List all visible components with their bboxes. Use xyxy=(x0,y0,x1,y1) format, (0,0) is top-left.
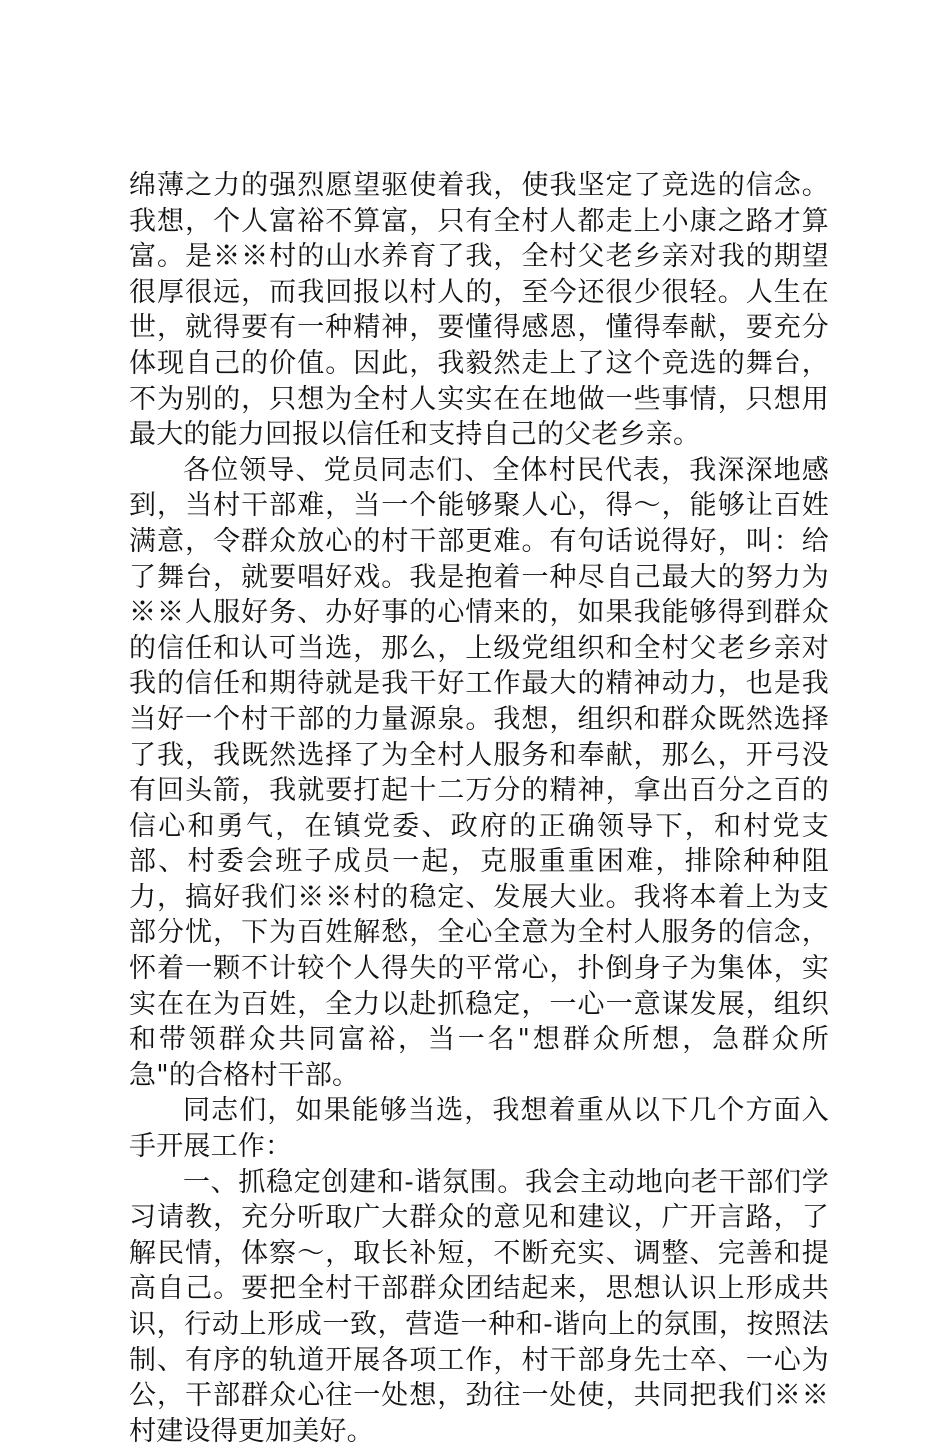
paragraph-continuation: 绵薄之力的强烈愿望驱使着我，使我坚定了竞选的信念。我想，个人富裕不算富，只有全村人都走上小康之路才算富。是※※村的山水养育了我，全村父老乡亲对我的期望很厚很远，而我回报以村人的，至今还很少很轻。人生在世，就得要有一种精神，要懂得感恩，懂得奉献，要充分体现自己的价值。因此，我毅然走上了这个竞选的舞台，不为别的，只想为全村人实实在在地做一些事情，只想用最大的能力回报以信任和支持自己的父老乡亲。 xyxy=(129,170,829,451)
paragraph-commitment: 各位领导、党员同志们、全体村民代表，我深深地感到，当村干部难，当一个能够聚人心，得～，能够让百姓满意，令群众放心的村干部更难。有句话说得好，叫：给了舞台，就要唱好戏。我是抱着一种尽自己最大的努力为※※人服好务、办好事的心情来的，如果我能够得到群众的信任和认可当选，那么，上级党组织和全村父老乡亲对我的信任和期待就是我干好工作最大的精神动力，也是我当好一个村干部的力量源泉。我想，组织和群众既然选择了我，我既然选择了为全村人服务和奉献，那么，开弓没有回头箭，我就要打起十二万分的精神，拿出百分之百的信心和勇气，在镇党委、政府的正确领导下，和村党支部、村委会班子成员一起，克服重重困难，排除种种阻力，搞好我们※※村的稳定、发展大业。我将本着上为支部分忧，下为百姓解愁，全心全意为全村人服务的信念，怀着一颗不计较个人得失的平常心，扑倒身子为集体，实实在在为百姓，全力以赴抓稳定，一心一意谋发展，组织和带领群众共同富裕，当一名"想群众所想，急群众所急"的合格村干部。 xyxy=(129,454,829,1091)
document-body xyxy=(129,168,829,1449)
paragraph-work-plan-intro: 同志们，如果能够当选，我想着重从以下几个方面入手开展工作： xyxy=(129,1095,829,1163)
paragraph-stability-harmony: 一、抓稳定创建和-谐氛围。我会主动地向老干部们学习请教，充分听取广大群众的意见和建议，广开言路，了解民情，体察～，取长补短，不断充实、调整、完善和提高自己。要把全村干部群众团结起来，思想认识上形成共识，行动上形成一致，营造一种和-谐向上的氛围，按照法制、有序的轨道开展各项工作，村干部身先士卒、一心为公，干部群众心往一处想，劲往一处使，共同把我们※※村建设得更加美好。 xyxy=(129,1166,829,1447)
